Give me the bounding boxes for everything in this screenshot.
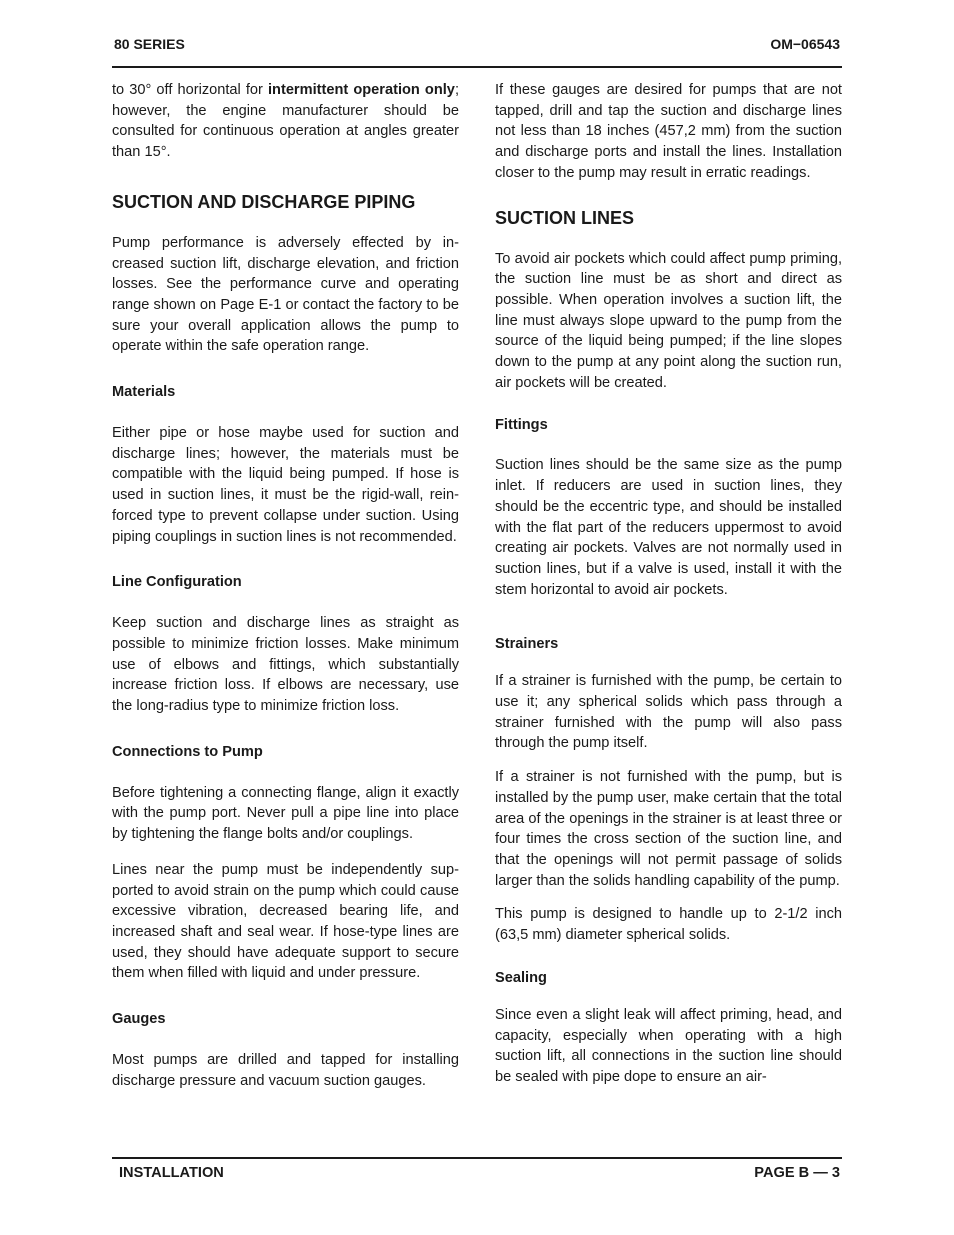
sealing-paragraph: Since even a slight leak will affect priming, head, and capacity, especially when operating with a high suction lift, all connections in the suction line should be sealed with pipe dope to ensure an air- bbox=[495, 1006, 842, 1085]
page-footer bbox=[112, 1165, 840, 1185]
piping-heading: SUCTION AND DISCHARGE PIPING bbox=[112, 191, 416, 212]
strainers-paragraph-2: If a strainer is not furnished with the pump, but is installed by the pump user, make certain that the total area of the openings in the strainer is at least three or four times the cross section of the suction line, and that the openings will not permit passage of solids larger than the solids handling capability of the pump. bbox=[495, 769, 842, 889]
right-column bbox=[495, 80, 842, 1088]
line-configuration-paragraph: Keep suction and discharge lines as straight as possible to minimize friction losses. Make minimum use of elbows and fittings, which substantially increase friction loss. If elbows are necessary, use the long-radius type to minimize friction loss. bbox=[112, 615, 459, 715]
suction-lines-paragraph: To avoid air pockets which could affect pump priming, the suction line must be as short and direct as possible. When operation involves a suction lift, the line must always slope upward to the pump from the source of the liquid being pumped; if the line slopes down to the pump at any point along the suction run, air pockets will be created. bbox=[495, 250, 842, 391]
section-label: INSTALLATION bbox=[119, 1165, 224, 1181]
left-column bbox=[112, 80, 459, 1092]
materials-heading: Materials bbox=[112, 384, 176, 401]
intro-paragraph: to 30° off horizontal for intermittent operation only; however, the engine manufacturer should be consulted for continuous operation at angles greater than 15°. bbox=[112, 82, 459, 161]
gauges-heading: Gauges bbox=[112, 1011, 166, 1028]
document-number: OM−06543 bbox=[770, 36, 840, 52]
strainers-paragraph-3: This pump is designed to handle up to 2-1/2 inch (63,5 mm) diameter spherical solids. bbox=[495, 906, 842, 944]
gauges-continued-paragraph: If these gauges are desired for pumps that are not tapped, drill and tap the suction and discharge lines not less than 18 inches (457,2 mm) from the suction and discharge ports and install the lines. Installation closer to the pump may result in erratic readings. bbox=[495, 82, 842, 181]
sealing-heading: Sealing bbox=[495, 969, 547, 986]
connections-heading: Connections to Pump bbox=[112, 743, 263, 760]
strainers-paragraph-1: If a strainer is furnished with the pump, be certain to use it; any spherical solids which pass through a strainer furnished with the pump will also pass through the pump itself. bbox=[495, 673, 842, 752]
piping-paragraph: Pump performance is adversely effected by increased suction lift, discharge elevation, and friction losses. See the performance curve and operating range shown on Page E-1 or contact the factory to be sure your overall application allows the pump to operate within the safe operation range. bbox=[112, 234, 459, 355]
connections-paragraph-1: Before tightening a connecting flange, align it exactly with the pump port. Never pull a pipe line into place by tightening the flange bolts and/or couplings. bbox=[112, 784, 459, 843]
page-header bbox=[112, 36, 840, 56]
page-number: PAGE B — 3 bbox=[754, 1165, 840, 1181]
suction-lines-heading: SUCTION LINES bbox=[495, 207, 635, 228]
materials-paragraph: Either pipe or hose maybe used for suction and discharge lines; however, the materials must be compatible with the liquid being pumped. If hose is used in suction lines, it must be the rigid-wall, reinforced type to prevent collapse under suction. Using piping couplings in suction lines is not recommended. bbox=[112, 425, 459, 545]
line-configuration-heading: Line Configuration bbox=[112, 574, 242, 591]
fittings-paragraph: Suction lines should be the same size as the pump inlet. If reducers are used in suction lines, they should be the eccentric type, and should be installed with the flat part of the reducers uppermost to avoid creating air pockets. Valves are not normally used in suction lines, but if a valve is used, install it with the stem horizontal to avoid air pockets. bbox=[495, 457, 842, 598]
fittings-heading: Fittings bbox=[495, 417, 548, 434]
strainers-heading: Strainers bbox=[495, 636, 559, 653]
series-label: 80 SERIES bbox=[114, 36, 185, 52]
connections-paragraph-2: Lines near the pump must be independently supported to avoid strain on the pump which could cause excessive vibration, decreased bearing life, and increased shaft and seal wear. If hose-type lines are used, they should have adequate support to secure them when filled with liquid and under pressure. bbox=[112, 861, 459, 982]
header-rule bbox=[112, 66, 842, 68]
footer-rule bbox=[112, 1157, 842, 1159]
gauges-paragraph: Most pumps are drilled and tapped for installing discharge pressure and vacuum suction gauges. bbox=[112, 1052, 459, 1089]
